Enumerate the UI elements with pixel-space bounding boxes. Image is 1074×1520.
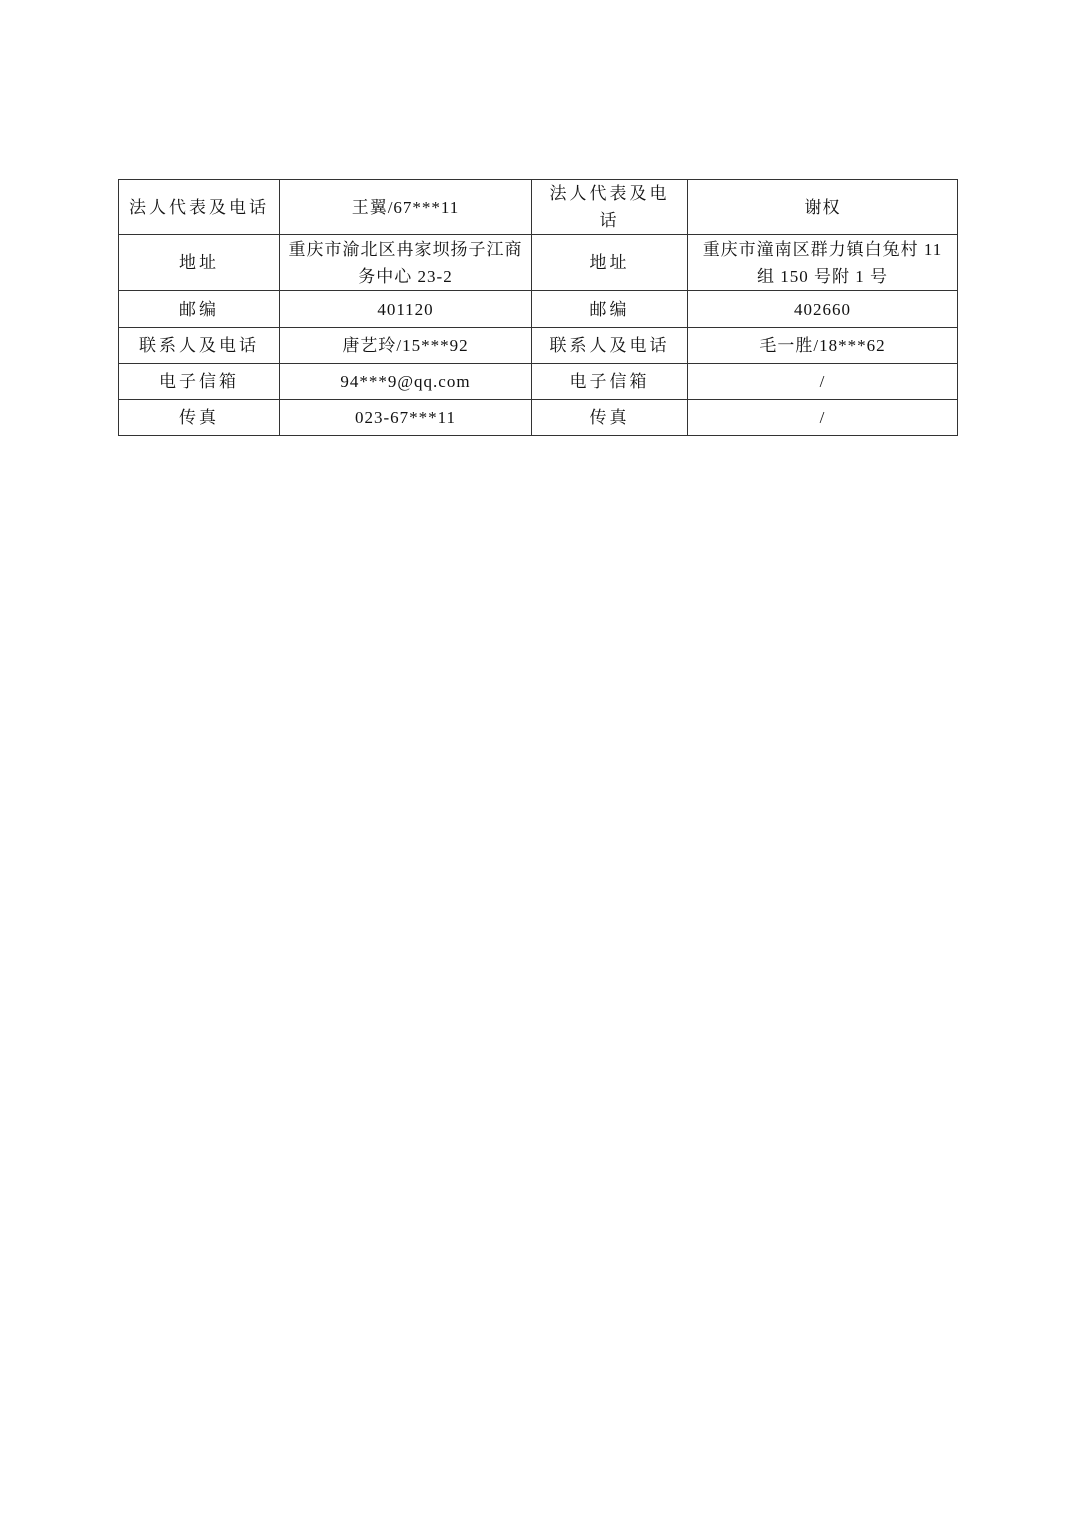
- right-postcode-value: 402660: [688, 291, 958, 328]
- left-contact-value: 唐艺玲/15***92: [280, 328, 532, 364]
- left-address-value: 重庆市渝北区冉家坝扬子江商务中心 23-2: [280, 235, 532, 291]
- left-contact-label: 联系人及电话: [119, 328, 280, 364]
- right-email-value: /: [688, 364, 958, 400]
- left-fax-value: 023-67***11: [280, 400, 532, 436]
- right-contact-value: 毛一胜/18***62: [688, 328, 958, 364]
- right-legal-representative-value: 谢权: [688, 180, 958, 235]
- left-postcode-value: 401120: [280, 291, 532, 328]
- table-row-postcode: [119, 291, 958, 328]
- left-fax-label: 传真: [119, 400, 280, 436]
- left-email-value: 94***9@qq.com: [280, 364, 532, 400]
- right-address-label: 地址: [532, 235, 688, 291]
- party-info-table: [118, 179, 958, 436]
- table-row-email: [119, 364, 958, 400]
- right-legal-representative-label: 法人代表及电话: [532, 180, 688, 235]
- right-fax-label: 传真: [532, 400, 688, 436]
- left-legal-representative-label: 法人代表及电话: [119, 180, 280, 235]
- left-address-label: 地址: [119, 235, 280, 291]
- table-row-legal-representative: [119, 180, 958, 235]
- left-email-label: 电子信箱: [119, 364, 280, 400]
- right-contact-label: 联系人及电话: [532, 328, 688, 364]
- table-row-address: [119, 235, 958, 291]
- right-address-value: 重庆市潼南区群力镇白兔村 11 组 150 号附 1 号: [688, 235, 958, 291]
- table-row-contact: [119, 328, 958, 364]
- left-legal-representative-value: 王翼/67***11: [280, 180, 532, 235]
- table-row-fax: [119, 400, 958, 436]
- left-postcode-label: 邮编: [119, 291, 280, 328]
- right-postcode-label: 邮编: [532, 291, 688, 328]
- right-email-label: 电子信箱: [532, 364, 688, 400]
- right-fax-value: /: [688, 400, 958, 436]
